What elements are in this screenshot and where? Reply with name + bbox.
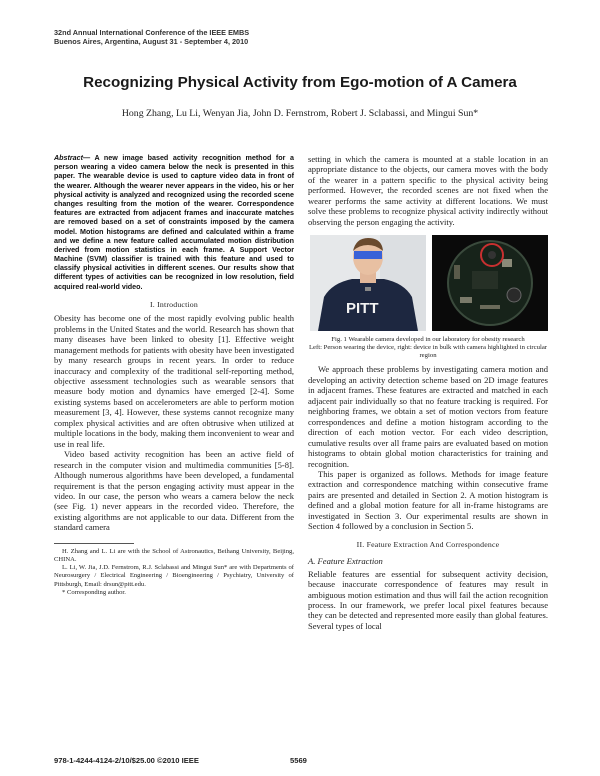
right-paragraph-continued: setting in which the camera is mounted at a stable location in an appropriate distance to the objects, our camera moves with the body of the wearer in a pattern specific to the physical activity being performed. However, the recorded scenes are not fixed when the wearer performs the same activity at different locations. We must solve these problems to recognize physical activity indirectly without observing the person engaging the activity. (308, 154, 548, 227)
subsection-heading-feature-extraction: A. Feature Extraction (308, 556, 383, 567)
right-paragraph-organization: This paper is organized as follows. Methods for image feature extraction and correspondence matching within consecutive frame pairs are presented and detailed in Section 2. A motion histogram is defined and a global motion feature for all in-frame histograms are investigated in Section 3. Our experimental results are shown in Section 4 followed by a conclusion in Section 5. (308, 468, 548, 532)
right-paragraph-approach: We approach these problems by investigating camera motion and developing an activity detection scheme based on 2D image features in adjacent frames. These features are extracted and matched in each adjacent pair individually so that no feature tracking is required. For neighboring frames, we obtain a set of motion vectors from feature correspondences and define a motion histogram according to the direction of each motion vector. For each video description, cumulative results over all frame pairs are evaluated based on motion histograms to obtain global motion characteristics for training and recognition. (308, 364, 548, 469)
figure-caption-line-1: Fig. 1 Wearable camera developed in our laboratory for obesity research (331, 336, 525, 344)
abstract (54, 154, 294, 292)
circuit-board-illustration (432, 235, 548, 331)
abstract-text: A new image based activity recognition method for a person wearing a video camera below the neck is presented in this paper. The wearable device is used to capture video data in front of the wearer. Although the wearer never appears in the video, his or her physical activity is analyzed and recognized using the recorded scene changes resulting from the motion of the wearer. Correspondence features are extracted from adjacent frames and inaccurate matches are removed based on a set of constraints imposed by the camera model. Motion histograms are defined and calculated within a frame and we define a new feature called accumulated motion distribution derived from motion statistics in each frame. A Support Vector Machine (SVM) classifier is trained with this feature and used to classify physical activities in different scenes. Our results show that different types of activities can be recognized in low resolution, field acquired real-world video. (54, 154, 294, 291)
footnote-affiliation-1: H. Zhang and L. Li are with the School of Astronautics, Beihang University, Beijing, CHINA. (54, 547, 294, 563)
footnote-divider (54, 543, 134, 544)
intro-paragraph-1: Obesity has become one of the most rapidly evolving public health problems in the United States and the world. Research has shown that many diseases have been linked to obesity [1]. Effective weight management methods for patients with obesity have been investigated by many research groups in recent years. In order to reduce inaccuracy and complexity of the traditional self-reporting method, objective assessment technologies such as wearable sensors that measure body motion and dynamics have emerged [2-4]. Some existing systems based on accelerometers are able to perform motion measurement [3, 4]. However, these systems cannot recognize many complex physical activities and are often obtrusive when utilized at multiple locations in the body, making them inconvenient to wear and use in real life. (54, 313, 294, 449)
author-list: Hong Zhang, Lu Li, Wenyan Jia, John D. Fernstrom, Robert J. Sclabassi, and Mingui Sun* (121, 108, 479, 119)
intro-paragraph-2: Video based activity recognition has been an active field of research in the computer vision and multimedia communities [5-8]. Although numerous algorithms have been developed, a fundamental requirement is that the person engaging activity must appear in the video. In our case, the person who wears a camera below the neck (see Fig. 1) never appears in the recorded video. Therefore, the existing algorithms are not applicable to our data. Different from the standard camera (54, 449, 294, 533)
section-heading-introduction: I. Introduction (149, 299, 199, 309)
footnote-affiliation-2: L. Li, W. Jia, J.D. Fernstrom, R.J. Sclabassi and Mingui Sun* are with Departments of Neurosurgery / Electrical Engineering / Bioengineering / Psychiatry, University of Pittsburgh, Email: drsun@pitt.edu. (54, 564, 294, 588)
conference-name: 32nd Annual International Conference of the IEEE EMBS (54, 28, 250, 37)
footnotes (54, 548, 294, 597)
isbn-copyright: 978-1-4244-4124-2/10/$25.00 ©2010 IEEE (54, 756, 199, 765)
figure-caption (308, 336, 548, 360)
page-number: 5569 (290, 756, 307, 765)
paper-title: Recognizing Physical Activity from Ego-motion of A Camera (83, 74, 517, 91)
conference-header (54, 28, 249, 46)
conference-location: Buenos Aires, Argentina, August 31 - September 4, 2010 (54, 37, 249, 46)
footnote-corresponding: * Corresponding author. (62, 588, 126, 596)
abstract-dash: — (82, 154, 95, 162)
right-column (308, 154, 548, 631)
feature-extraction-paragraph: Reliable features are essential for subsequent activity decision, because inaccurate correspondence of features may result in ambiguous motion estimation and thus will fail the action recognition process. In our framework, we prefer local pixel features because they can be detected and represented more easily than global features. Several types of local (308, 568, 548, 631)
abstract-label: Abstract (54, 154, 83, 162)
left-column (54, 154, 294, 597)
shirt-text: PITT (346, 300, 379, 318)
section-heading-feature-extraction: II. Feature Extraction And Correspondence (356, 539, 500, 549)
figure-caption-line-2: Left: Person wearing the device, right: device in bulk with camera highlighted in circular region (308, 344, 548, 360)
photo-person-wearing-camera (310, 235, 426, 331)
photo-camera-device (432, 235, 548, 331)
person-illustration (310, 235, 426, 331)
figure-1 (308, 235, 548, 333)
